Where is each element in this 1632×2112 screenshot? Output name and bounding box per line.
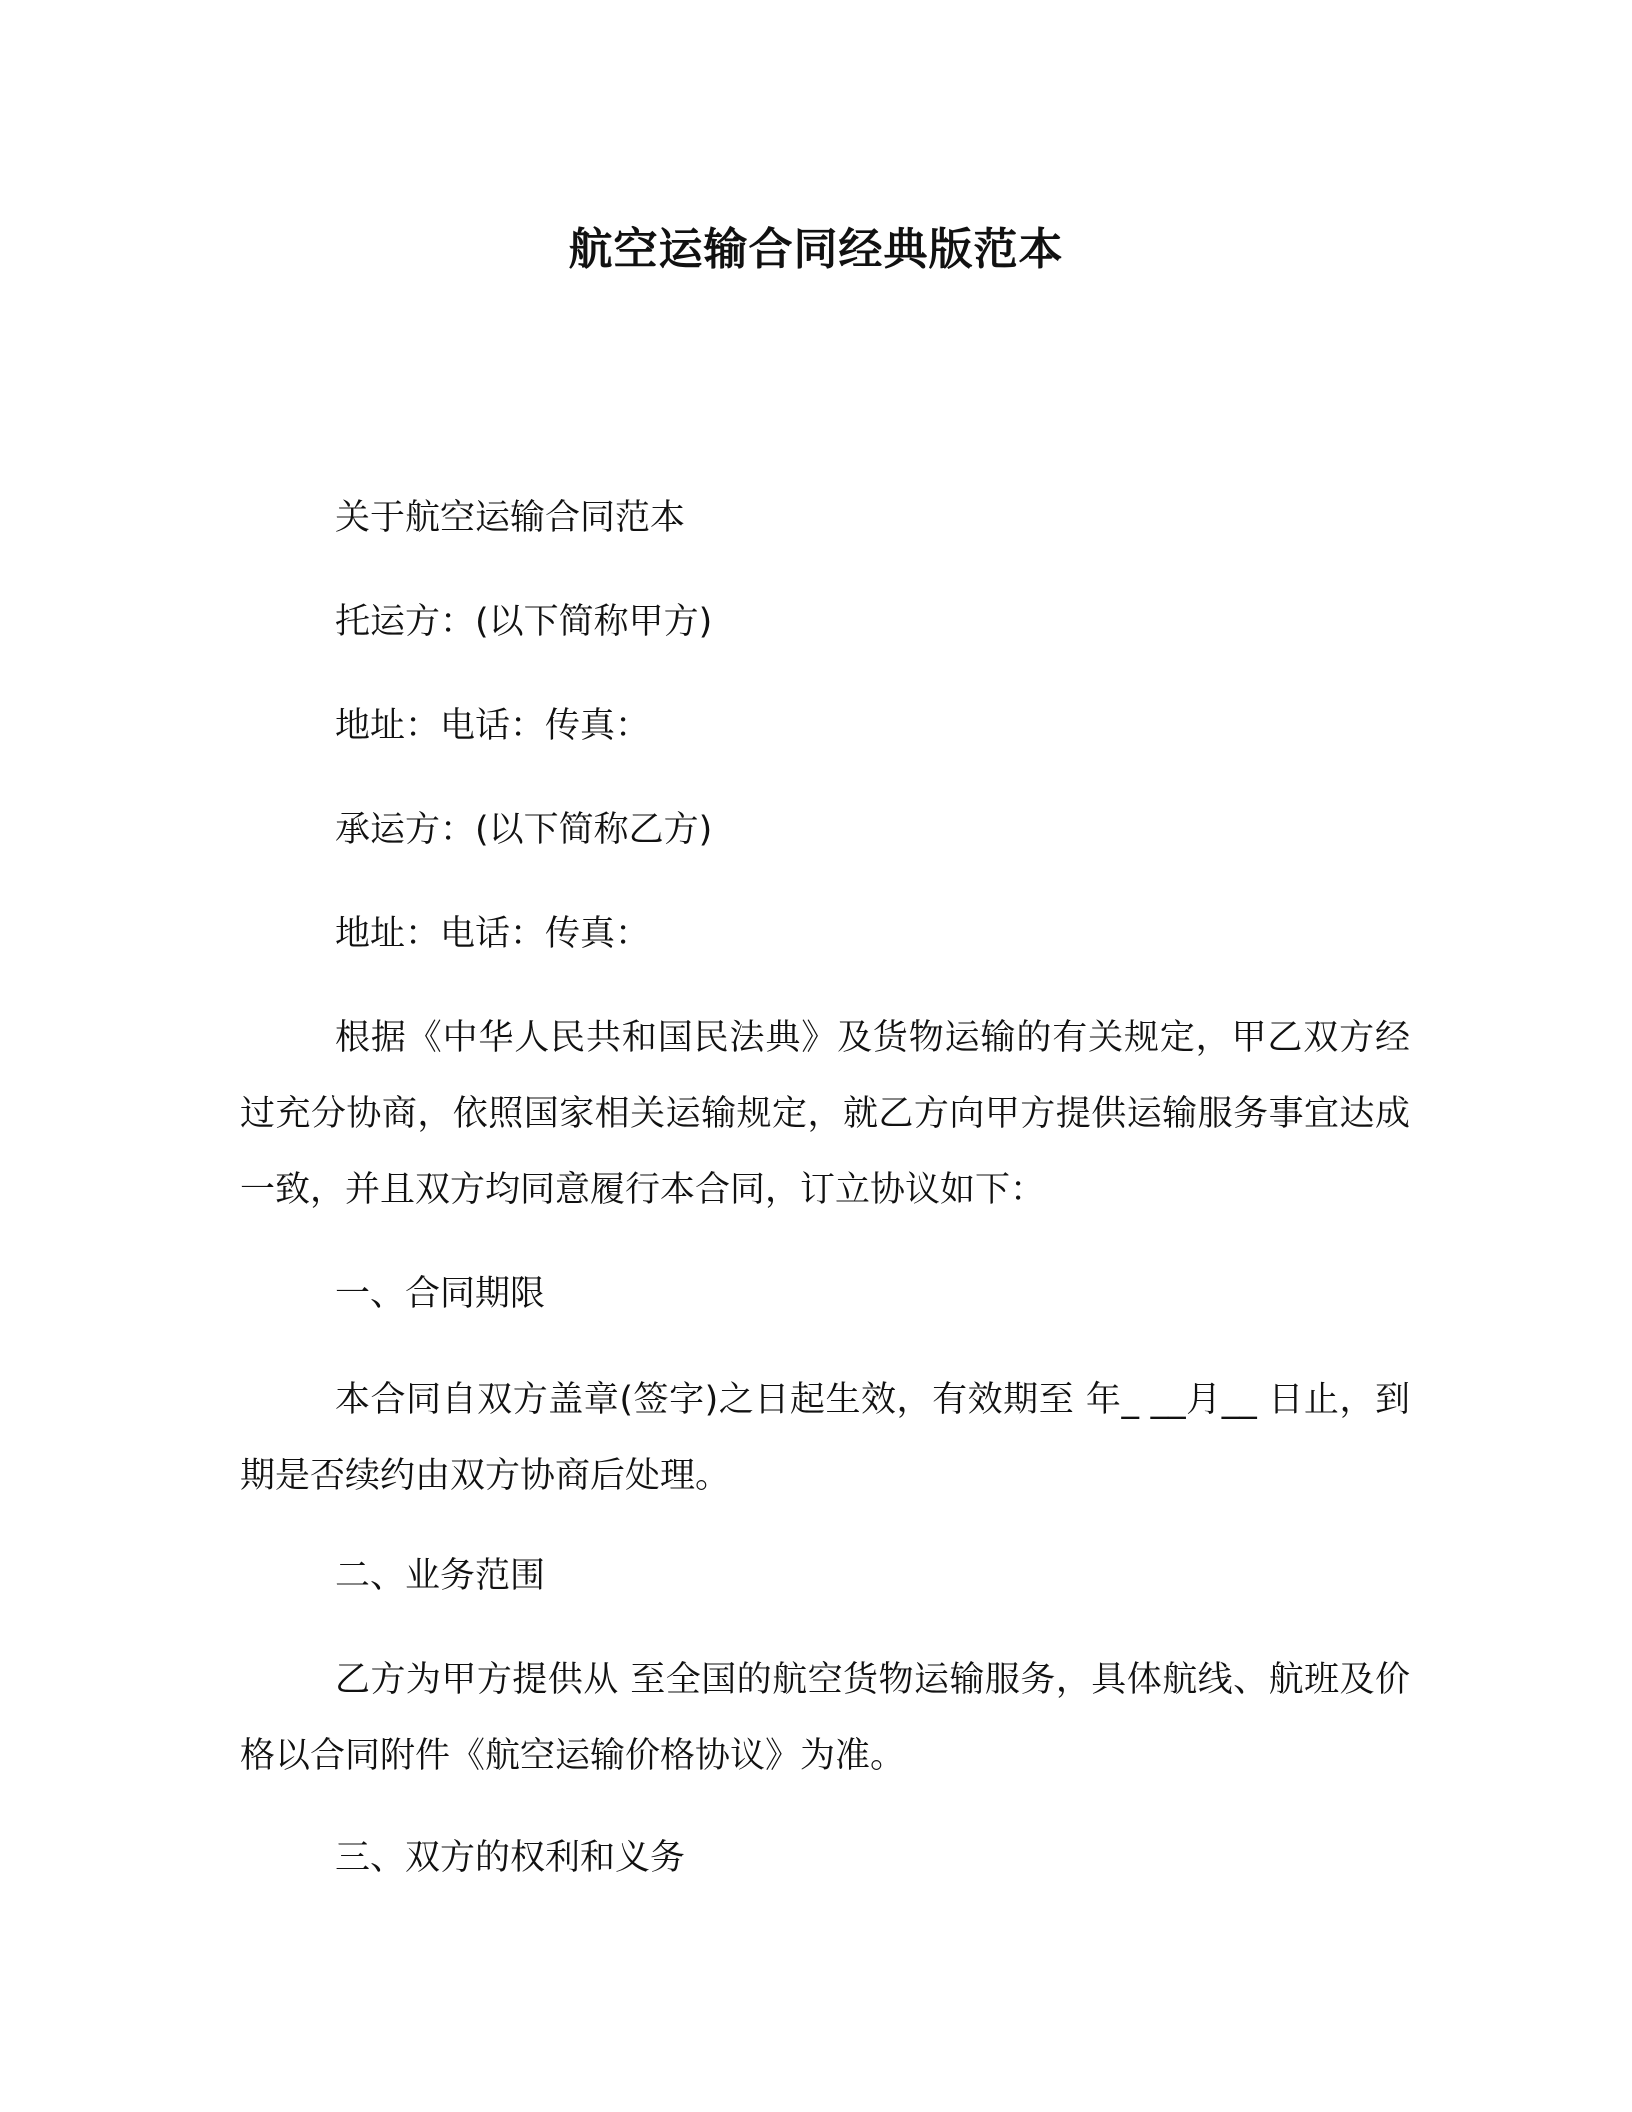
document-title: 航空运输合同经典版范本 — [568, 224, 1064, 275]
preamble-paragraph: 根据《中华人民共和国民法典》及货物运输的有关规定，甲乙双方经过充分协商，依照国家相关运输规定，就乙方向甲方提供运输服务事宜达成一致，并且双方均同意履行本合同，订立协议如下： — [240, 1018, 1410, 1210]
section-heading-scope: 二、业务范围 — [335, 1556, 546, 1596]
section-heading-rights: 三、双方的权利和义务 — [335, 1838, 686, 1878]
document-subtitle: 关于航空运输合同范本 — [335, 498, 686, 538]
shipper-line: 托运方：(以下简称甲方) — [335, 602, 713, 642]
section-body-scope: 乙方为甲方提供从 至全国的航空货物运输服务，具体航线、航班及价格以合同附件《航空运输价格协议》为准。 — [240, 1660, 1410, 1776]
carrier-contact-line: 地址：电话：传真： — [335, 914, 651, 954]
carrier-line: 承运方：(以下简称乙方) — [335, 810, 713, 850]
section-heading-term: 一、合同期限 — [335, 1274, 546, 1314]
section-body-term: 本合同自双方盖章(签字)之日起生效，有效期至 年_ __月__ 日止，到期是否续约由双方协商后处理。 — [240, 1380, 1410, 1496]
shipper-contact-line: 地址：电话：传真： — [335, 706, 651, 746]
